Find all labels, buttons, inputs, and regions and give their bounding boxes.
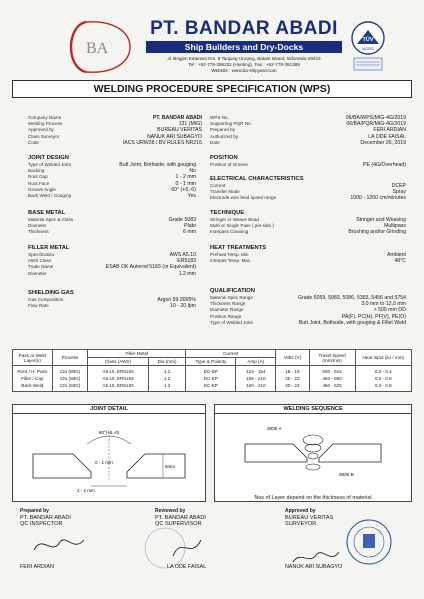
- base-metal-section: BASE METAL Material Spec & Class Grade 5083 Diameter Plate Thickness 6 mm: [28, 210, 196, 236]
- welding-sequence-heading: WELDING SEQUENCE: [215, 405, 411, 414]
- joint-detail-drawing: [13, 414, 205, 502]
- tuv-certification-badge: [348, 20, 388, 74]
- welding-sequence-drawing: [215, 414, 411, 490]
- company-address: Jl. Brigjen Katamso Km. 6 Tanjung Uncang, Batam Island, Indonesia 29423: [167, 56, 321, 61]
- info-left-block: Company Name PT. BANDAR ABADI Welding Process 131 (MIG) Approved by BUREAU VERITAS Class Surveyor NANUK ARI SUBAGYO Code IACS URW28 / BV RULES NR216: [28, 115, 202, 146]
- welding-sequence-box: [214, 404, 412, 502]
- col-travel: Travel Speed (mm/min): [309, 350, 355, 366]
- cert-sub: NORD: [362, 46, 374, 51]
- reviewed-signature-block: Reviewed by PT. BANDAR ABADI QC SUPERVISOR LA ODE FAISAL: [155, 508, 275, 588]
- logo-text: BA: [86, 40, 109, 57]
- info-row: Company Name PT. BANDAR ABADI: [28, 115, 202, 121]
- company-tagline: Ship Builders and Dry-Docks: [146, 41, 342, 53]
- joint-detail-box: [12, 404, 206, 502]
- side-a-label: SIDE A: [267, 426, 282, 431]
- thickness-label: 6mm: [165, 464, 175, 469]
- col-process: Process: [52, 350, 88, 366]
- technique-section: TECHNIQUE Stringer or Weave Bead Stringer and Weaving Multi or Single Pass ( per side ) Multipass Interpass Cleaning Brushing and/or Grinding: [210, 210, 406, 236]
- col-type: Type & Polarity: [186, 358, 236, 366]
- col-pass: Pass or Weld Layer(s): [13, 350, 53, 366]
- company-name: PT. BANDAR ABADI: [150, 18, 338, 39]
- shielding-gas-section: SHIELDING GAS Gas Composition Argon 99.9995% Flow Rate 10 - 20 lpm: [28, 290, 196, 310]
- approved-name: NANUK ARI SUBAGYO: [285, 564, 343, 570]
- gap-label: 1 - 2 mm: [77, 488, 95, 493]
- sequence-note: Nos of Layer depend on the thickness of material: [254, 495, 372, 501]
- company-phone: Tel : +62-778-396222 (Hunting), Fax : +62-778-391389: [188, 62, 300, 68]
- welding-parameters-table: [12, 349, 412, 392]
- prepared-name: FERI ARDIAN: [20, 564, 54, 570]
- joint-detail-heading: JOINT DETAIL: [13, 405, 205, 414]
- signature-mark: [30, 532, 90, 558]
- qualification-section: QUALIFICATION Material Spec Range Grade 5059, 5083, 5086, 5383, 5456 and 5754 Thickness Range 3,0 mm to 12,0 mm Diameter Range > 500 mm OD Position Range PA(F), PC(H), PF(V), PE(O) Type of Welded Joint Butt Joint, Bothside, with gouging & Fillet Weld: [210, 288, 406, 326]
- face-label: 0 - 1 mm: [95, 460, 113, 465]
- prepared-signature-block: Prepared by PT. BANDAR ABADI QC INSPECTOR FERI ARDIAN: [20, 508, 140, 588]
- side-b-label: SIDE B: [339, 472, 354, 477]
- letterhead: [8, 14, 416, 76]
- approved-signature-block: Approved by BUREAU VERITAS SURVEYOR NANUK ARI SUBAGYO: [285, 508, 413, 588]
- document-title: WELDING PROCEDURE SPECIFICATION (WPS): [12, 80, 412, 98]
- table-row: Root / H. Pass Filler / Cap Back Weld 131 (MIG) 131 (MIG) 131 (MIG) A5.10. ER5183 A5.10. ER5183 A5.10. ER5183 1.2 1.2 1.2 DC-EP DC-EP DC-EP 124 - 154 155 - 210 160 - 210 18 - 19 20 - 23 20 - 23 500 - 615 450 - 660 460 - 625 0.2 - 0.4 0.3 - 0.6 0.3 - 0.6: [13, 366, 412, 392]
- company-logo: [64, 18, 136, 76]
- position-section: POSITION Position of Groove PE (4G/Overhead): [210, 155, 406, 168]
- cert-label: TÜV: [362, 37, 374, 43]
- company-website: Website : www.ba-shipyard.com: [211, 68, 277, 74]
- bureau-veritas-stamp: [337, 518, 401, 566]
- col-dia: Dia (mm): [148, 358, 186, 366]
- col-amp: Amp (A): [236, 358, 276, 366]
- col-filler: Filler Metal: [88, 350, 186, 358]
- info-right-block: WPS No. 06/BA/WPS/MIG-4G/2019 Supporting PQR No. 06/BA/PQR/MIG-4G/2019 Prepared by FERI ARDIAN Authorized by LA ODE FAISAL Date December 26, 2019: [210, 115, 406, 146]
- col-current: Current: [186, 350, 276, 358]
- filler-metal-section: FILLER METAL Specification AWS A5.10 AWS Class ER5183 Trade Name ESAB OK Autorod 5183 (or Equivalent) Diameter 1.2 mm: [28, 245, 196, 277]
- angle-label: 60°(+5,-0): [99, 430, 120, 435]
- company-block: [146, 18, 342, 75]
- col-volts: Volts (V): [276, 350, 309, 366]
- heat-treatments-section: HEAT TREATMENTS Preheat Temp. Min Ambient Interpas Temp. Max 48°C: [210, 245, 406, 265]
- reviewed-name: LA ODE FAISAL: [167, 564, 207, 570]
- col-class: Class (AWS): [88, 358, 149, 366]
- joint-design-section: JOINT DESIGN Type of Welded Joint Butt Joint, Bothside, with gouging Backing No Root Gap 1 - 2 mm Root Face 0 - 1 mm Groove Angle 60° (+5,-0) Back Weld / Gouging Yes: [28, 155, 196, 199]
- col-heat: Heat Input (kJ / mm): [355, 350, 411, 366]
- electrical-section: ELECTRICAL CHARACTERISTICS Current DCEP Transfer Mode Spray Electrode wire feed speed range 1000 - 1200 cm/minutes: [210, 176, 406, 202]
